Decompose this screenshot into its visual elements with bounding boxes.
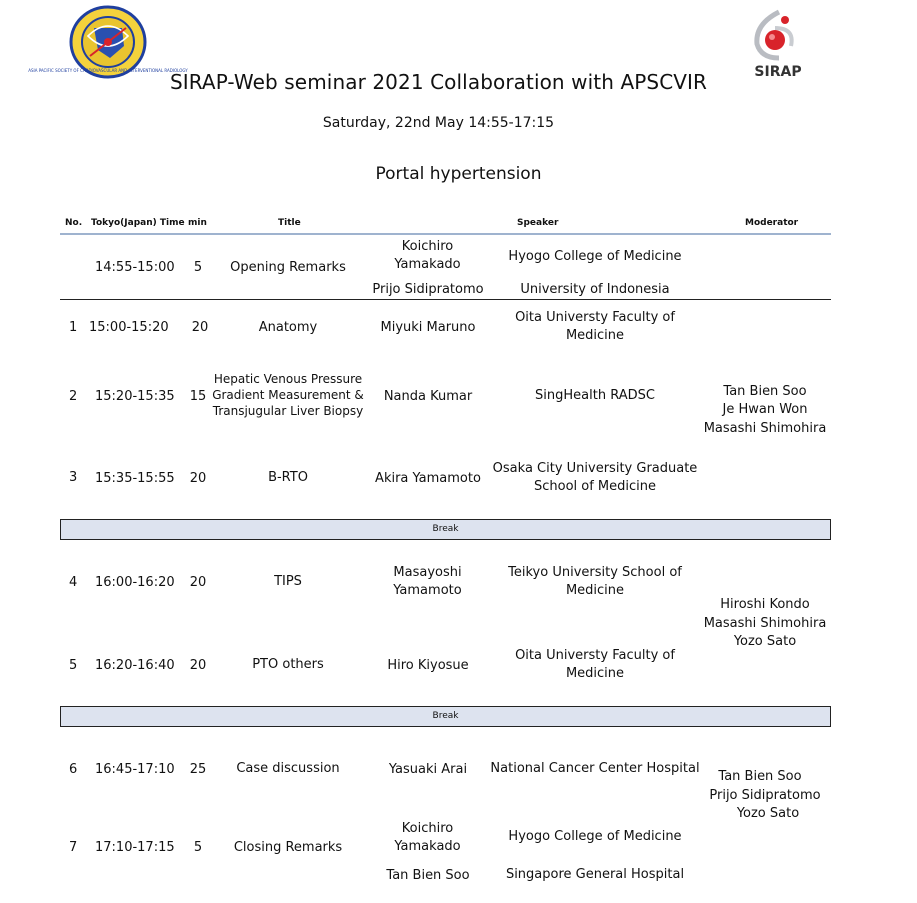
row-no: 2 [69, 389, 78, 404]
row-title: Opening Remarks [230, 260, 346, 275]
moderator-name: Yozo Sato [736, 806, 800, 821]
speaker-affiliation: National Cancer Center Hospital [490, 761, 700, 776]
row-no: 1 [69, 320, 78, 335]
row-time: 16:45-17:10 [95, 762, 175, 777]
col-time: Tokyo(Japan) Time [91, 218, 185, 228]
moderator-name: Je Hwan Won [722, 402, 808, 417]
speaker-name: Nanda Kumar [383, 389, 473, 404]
moderator-name: Masashi Shimohira [703, 616, 827, 631]
row-time: 14:55-15:00 [95, 260, 175, 275]
row-time: 15:00-15:20 [89, 320, 169, 335]
row-title: B-RTO [268, 470, 308, 485]
row-time: 16:00-16:20 [95, 575, 175, 590]
row-title: Closing Remarks [233, 840, 343, 855]
speaker-affiliation: Teikyo University School of Medicine [508, 565, 682, 598]
speaker-name: Tan Bien Soo [386, 868, 470, 883]
row-title: TIPS [274, 574, 302, 589]
speaker-affiliation: SingHealth RADSC [535, 388, 655, 403]
page-title: SIRAP-Web seminar 2021 Collaboration with APSCVIR [169, 70, 708, 94]
col-no: No. [65, 218, 83, 228]
row-min: 20 [191, 320, 209, 335]
logo-ring-text: ASIA PACIFIC SOCIETY OF CARDIOVASCULAR AND INTERVENTIONAL RADIOLOGY [28, 68, 188, 73]
speaker-affiliation: Osaka City University Graduate School of Medicine [492, 461, 698, 494]
sirap-logo-text: SIRAP [754, 64, 802, 80]
speaker-affiliation: Singapore General Hospital [505, 867, 685, 882]
speaker-affiliation: Oita Universty Faculty of Medicine [515, 310, 675, 343]
row-min: 25 [189, 762, 207, 777]
row-no: 4 [69, 575, 78, 590]
row-title: Hepatic Venous Pressure Gradient Measurement & Transjugular Liver Biopsy [212, 372, 364, 418]
header-rule [60, 233, 831, 235]
speaker-affiliation: Hyogo College of Medicine [508, 829, 682, 844]
event-date: Saturday, 22nd May 14:55-17:15 [322, 115, 555, 131]
apscvir-logo [28, 6, 188, 78]
row-min: 20 [189, 575, 207, 590]
row-no: 5 [69, 658, 78, 673]
moderator-name: Prijo Sidipratomo [709, 788, 821, 803]
row-min: 5 [193, 260, 203, 275]
row-divider [60, 299, 831, 300]
speaker-affiliation: Hyogo College of Medicine [508, 249, 682, 264]
row-time: 16:20-16:40 [95, 658, 175, 673]
section-title: Portal hypertension [375, 164, 542, 184]
row-min: 20 [189, 658, 207, 673]
break-row: Break [60, 519, 831, 540]
col-min: min [188, 218, 207, 228]
speaker-name: Yasuaki Arai [388, 762, 468, 777]
row-min: 15 [189, 389, 207, 404]
col-moderator: Moderator [745, 218, 799, 228]
moderator-name: Yozo Sato [733, 634, 797, 649]
speaker-name: Koichiro Yamakado [394, 821, 461, 854]
speaker-affiliation: University of Indonesia [520, 282, 670, 297]
row-no: 6 [69, 762, 78, 777]
row-min: 5 [193, 840, 203, 855]
moderator-name: Tan Bien Soo [723, 384, 807, 399]
speaker-name: Hiro Kiyosue [387, 658, 469, 673]
row-title: Anatomy [258, 320, 318, 335]
row-title: PTO others [252, 657, 324, 672]
speaker-name: Miyuki Maruno [380, 320, 476, 335]
row-no: 7 [69, 840, 78, 855]
moderator-name: Masashi Shimohira [703, 421, 827, 436]
break-row: Break [60, 706, 831, 727]
speaker-name: Prijo Sidipratomo [372, 282, 484, 297]
row-time: 17:10-17:15 [95, 840, 175, 855]
speaker-name: Masayoshi Yamamoto [393, 565, 462, 598]
row-min: 20 [189, 471, 207, 486]
row-title: Case discussion [236, 761, 340, 776]
speaker-name: Akira Yamamoto [375, 471, 481, 486]
moderator-name: Tan Bien Soo [718, 769, 802, 784]
row-no: 3 [69, 470, 78, 485]
col-speaker: Speaker [517, 218, 559, 228]
row-time: 15:20-15:35 [95, 389, 175, 404]
col-title: Title [278, 218, 301, 228]
speaker-name: Koichiro Yamakado [394, 239, 461, 272]
speaker-affiliation: Oita Universty Faculty of Medicine [515, 648, 675, 681]
moderator-name: Hiroshi Kondo [720, 597, 810, 612]
row-time: 15:35-15:55 [95, 471, 175, 486]
